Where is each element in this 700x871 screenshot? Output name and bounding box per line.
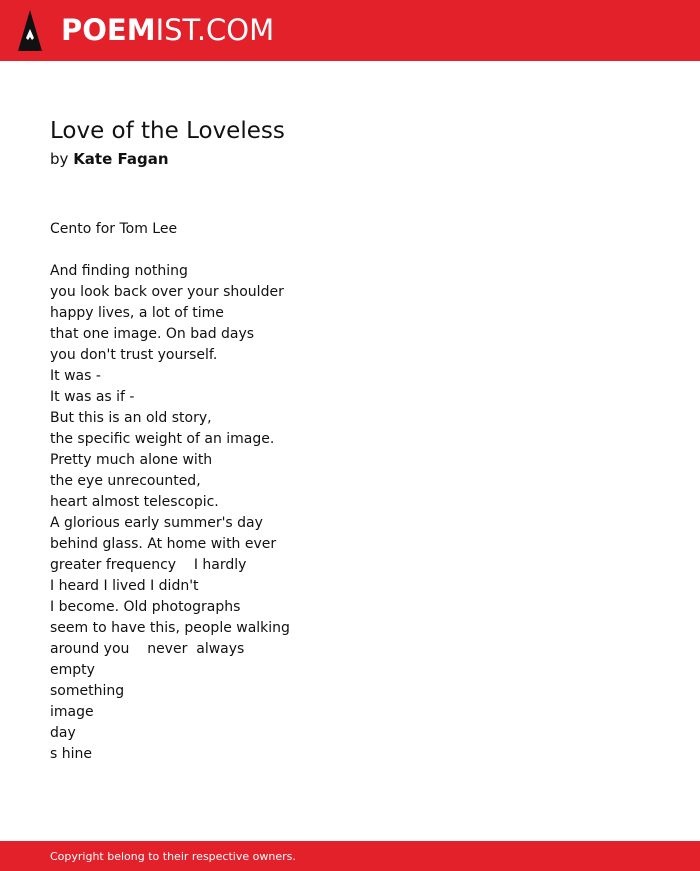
poem-line: around you never always: [50, 641, 245, 657]
poem-line: that one image. On bad days: [50, 326, 255, 342]
site-logo[interactable]: [61, 12, 274, 48]
poem-line: day: [50, 725, 76, 741]
poem-line: something: [50, 683, 125, 699]
pencil-tip-icon[interactable]: [18, 10, 42, 51]
poem-line: the eye unrecounted,: [50, 473, 201, 489]
logo-bold-text: POEM: [61, 13, 156, 47]
poem-line: greater frequency I hardly: [50, 557, 247, 573]
poem-line: Pretty much alone with: [50, 452, 213, 468]
poem-dedication: Cento for Tom Lee: [50, 221, 178, 237]
logo-light-text: IST.COM: [155, 13, 275, 47]
author-name: Kate Fagan: [73, 150, 169, 168]
poem-line: you look back over your shoulder: [50, 284, 284, 300]
poem-line: And finding nothing: [50, 263, 188, 279]
poem-line: It was -: [50, 368, 101, 384]
byline: [50, 148, 169, 170]
poem-line: I become. Old photographs: [50, 599, 241, 615]
site-header: [0, 0, 700, 61]
poem-line: behind glass. At home with ever: [50, 536, 277, 552]
by-prefix: by: [50, 150, 69, 168]
poem-line: happy lives, a lot of time: [50, 305, 224, 321]
poem-line: the specific weight of an image.: [50, 431, 275, 447]
poem-line: But this is an old story,: [50, 410, 212, 426]
poem-title: Love of the Loveless: [50, 118, 285, 144]
poem-line: seem to have this, people walking: [50, 620, 290, 636]
poem-line: heart almost telescopic.: [50, 494, 219, 510]
poem-line: you don't trust yourself.: [50, 347, 218, 363]
copyright-text: Copyright belong to their respective owners.: [50, 850, 296, 863]
poem-line: s hine: [50, 746, 92, 762]
poem-line: image: [50, 704, 94, 720]
poem-line: empty: [50, 662, 95, 678]
site-footer: [0, 841, 700, 871]
poem-line: A glorious early summer's day: [50, 515, 263, 531]
poem-line: It was as if -: [50, 389, 135, 405]
poem-line: I heard I lived I didn't: [50, 578, 199, 594]
poem-body: [50, 261, 290, 765]
